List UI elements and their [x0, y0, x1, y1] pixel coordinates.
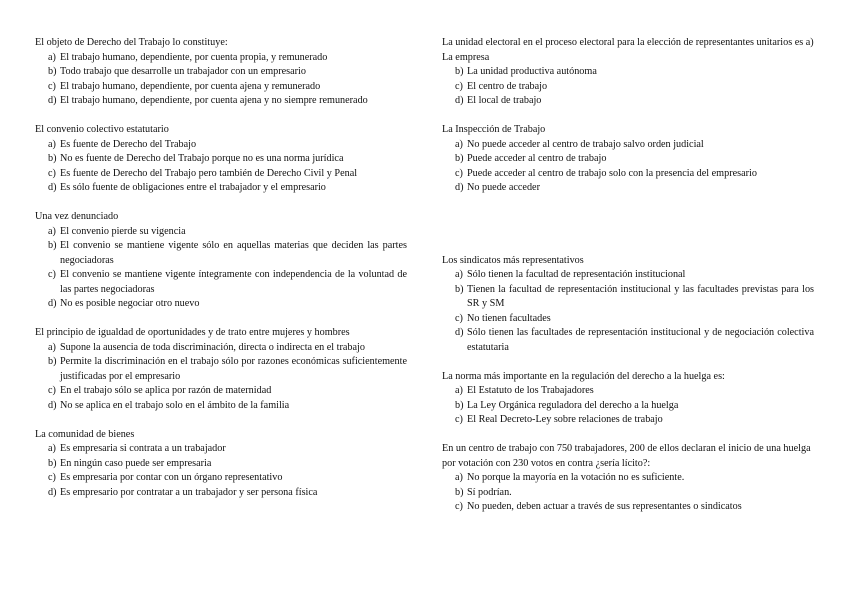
option-letter: d) — [48, 182, 57, 193]
option-c — [442, 312, 814, 327]
option-letter: b) — [455, 283, 464, 295]
option-text: La unidad productiva autónoma — [467, 66, 597, 77]
option-c — [442, 167, 814, 182]
question-7 — [442, 123, 814, 196]
option-text: Es empresaria si contrata a un trabajador — [60, 443, 226, 454]
question-9 — [442, 370, 814, 428]
option-letter: c) — [455, 312, 463, 324]
question-stem — [442, 36, 814, 65]
option-letter: c) — [455, 501, 463, 512]
question-4 — [35, 326, 407, 413]
option-c — [442, 500, 814, 515]
option-a — [35, 442, 407, 457]
option-letter: d) — [48, 95, 57, 106]
option-letter: c) — [48, 472, 56, 483]
question-stem-option-a: a) La empresa — [442, 37, 814, 63]
option-b — [442, 65, 814, 80]
option-letter: a) — [455, 472, 463, 483]
option-c — [35, 167, 407, 182]
option-text: Puede acceder al centro de trabajo — [467, 153, 607, 164]
option-d — [35, 94, 407, 109]
option-text: Es sólo fuente de obligaciones entre el trabajador y el empresario — [60, 182, 326, 193]
option-text: El Estatuto de los Trabajadores — [467, 385, 594, 396]
option-letter: a) — [455, 385, 463, 396]
option-letter: c) — [48, 269, 56, 280]
question-8 — [442, 254, 814, 356]
option-letter: b) — [455, 399, 464, 411]
option-c — [35, 471, 407, 486]
question-stem: El objeto de Derecho del Trabajo lo constituye: — [35, 37, 228, 48]
option-text: El convenio se mantiene vigente sólo en aquellas materias que deciden las partes negociadoras — [60, 240, 407, 266]
question-stem: La norma más importante en la regulación del derecho a la huelga es: — [442, 370, 725, 382]
option-text: El Real Decreto-Ley sobre relaciones de trabajo — [467, 414, 663, 425]
option-text: Permite la discriminación en el trabajo sólo por razones económicas suficientemente justificadas por el empresario — [60, 356, 407, 382]
option-a — [442, 268, 814, 283]
option-letter: c) — [48, 385, 56, 396]
option-letter: d) — [48, 298, 57, 309]
question-stem: La Inspección de Trabajo — [442, 124, 546, 135]
option-letter: d) — [455, 182, 464, 193]
option-d — [35, 297, 407, 312]
right-column — [442, 36, 814, 529]
option-letter: a) — [455, 138, 463, 150]
option-letter: b) — [455, 153, 464, 164]
option-a — [442, 138, 814, 153]
option-letter: b) — [455, 66, 464, 77]
option-c — [442, 80, 814, 95]
option-d — [442, 181, 814, 196]
option-text: Puede acceder al centro de trabajo solo con la presencia del empresario — [467, 167, 757, 179]
option-b — [442, 399, 814, 414]
option-a — [442, 471, 814, 486]
option-letter: b) — [48, 240, 57, 251]
option-letter: a) — [48, 341, 56, 353]
option-letter: a) — [455, 269, 463, 280]
option-text: El trabajo humano, dependiente, por cuenta ajena y remunerado — [60, 80, 321, 92]
option-text: No es posible negociar otro nuevo — [60, 298, 200, 309]
option-text: En el trabajo sólo se aplica por razón de maternidad — [60, 385, 272, 396]
option-text: Todo trabajo que desarrolle un trabajador con un empresario — [60, 66, 306, 77]
option-c — [35, 80, 407, 95]
option-a — [35, 341, 407, 356]
question-stem: El principio de igualdad de oportunidades y de trato entre mujeres y hombres — [35, 327, 350, 338]
question-1 — [35, 36, 407, 109]
option-letter: a) — [48, 51, 56, 63]
option-letter: b) — [48, 457, 57, 469]
option-text: Sólo tienen las facultades de representación institucional y de negociación colectiva estatutaria — [467, 327, 814, 353]
option-b — [35, 239, 407, 268]
question-stem: Los sindicatos más representativos — [442, 254, 584, 266]
option-a — [35, 51, 407, 66]
option-letter: d) — [455, 327, 464, 338]
option-d — [35, 486, 407, 501]
option-letter: d) — [48, 486, 57, 498]
option-letter: b) — [48, 66, 57, 77]
option-letter: c) — [455, 167, 463, 179]
option-letter: c) — [48, 167, 56, 179]
option-d — [442, 326, 814, 355]
option-letter: a) — [48, 443, 56, 454]
option-a — [35, 138, 407, 153]
option-b — [35, 355, 407, 384]
question-stem: La comunidad de bienes — [35, 428, 135, 440]
option-text: Sólo tienen la facultad de representación institucional — [467, 269, 686, 280]
option-a — [442, 384, 814, 399]
option-letter: b) — [48, 153, 57, 164]
option-d — [442, 94, 814, 109]
option-b — [35, 65, 407, 80]
option-text: No puede acceder — [467, 182, 540, 193]
question-stem: El convenio colectivo estatutario — [35, 124, 169, 135]
question-stem: Una vez denunciado — [35, 211, 119, 222]
option-b — [442, 152, 814, 167]
option-c — [35, 384, 407, 399]
option-text: El local de trabajo — [467, 95, 542, 106]
option-text: No tienen facultades — [467, 312, 551, 324]
question-6 — [442, 36, 814, 109]
option-letter: c) — [48, 80, 56, 92]
option-text: El convenio se mantiene vigente íntegramente con independencia de la voluntad de las partes negociadoras — [60, 269, 407, 295]
option-letter: d) — [48, 399, 57, 411]
option-text: Es empresario por contratar a un trabajador y ser persona física — [60, 486, 318, 498]
option-a — [35, 225, 407, 240]
option-d — [35, 399, 407, 414]
option-text: Es fuente de Derecho del Trabajo — [60, 138, 197, 150]
option-b — [35, 457, 407, 472]
option-text: No pueden, deben actuar a través de sus representantes o sindicatos — [467, 501, 742, 512]
option-text: No es fuente de Derecho del Trabajo porque no es una norma jurídica — [60, 153, 344, 164]
option-text: La Ley Orgánica reguladora del derecho a la huelga — [467, 399, 679, 411]
option-letter: c) — [455, 80, 463, 92]
option-text: No se aplica en el trabajo solo en el ámbito de la familia — [60, 399, 290, 411]
question-2 — [35, 123, 407, 196]
option-letter: a) — [48, 225, 56, 237]
option-letter: b) — [48, 356, 57, 367]
option-b — [442, 283, 814, 312]
option-letter: b) — [455, 486, 464, 498]
left-column — [35, 36, 407, 515]
option-c — [442, 413, 814, 428]
option-letter: d) — [455, 95, 464, 106]
option-text: No porque la mayoría en la votación no es suficiente. — [467, 472, 685, 483]
option-c — [35, 268, 407, 297]
question-stem-text: La unidad electoral en el proceso electoral para la elección de representantes unitarios es — [442, 37, 804, 48]
option-text: Es fuente de Derecho del Trabajo pero también de Derecho Civil y Penal — [60, 167, 358, 179]
option-text: El centro de trabajo — [467, 80, 548, 92]
question-5 — [35, 428, 407, 501]
option-text: Es empresaria por contar con un órgano representativo — [60, 472, 283, 483]
option-text: No puede acceder al centro de trabajo salvo orden judicial — [467, 138, 704, 150]
option-b — [442, 486, 814, 501]
option-text: El trabajo humano, dependiente, por cuenta propia, y remunerado — [60, 51, 328, 63]
question-3 — [35, 210, 407, 312]
option-letter: a) — [48, 138, 56, 150]
option-b — [35, 152, 407, 167]
option-letter: c) — [455, 414, 463, 425]
question-stem: En un centro de trabajo con 750 trabajadores, 200 de ellos declaran el inicio de una huelga por votación con 230 votos en contra ¿sería lícito?: — [442, 443, 811, 469]
option-text: Sí podrían. — [467, 486, 512, 498]
option-text: El convenio pierde su vigencia — [60, 225, 186, 237]
option-text: Supone la ausencia de toda discriminación, directa o indirecta en el trabajo — [60, 341, 365, 353]
option-text: Tienen la facultad de representación institucional y las facultades previstas para los SR y SM — [467, 283, 814, 309]
option-text: En ningún caso puede ser empresaria — [60, 457, 212, 469]
option-text: El trabajo humano, dependiente, por cuenta ajena y no siempre remunerado — [60, 95, 368, 106]
option-d — [35, 181, 407, 196]
question-10 — [442, 442, 814, 515]
